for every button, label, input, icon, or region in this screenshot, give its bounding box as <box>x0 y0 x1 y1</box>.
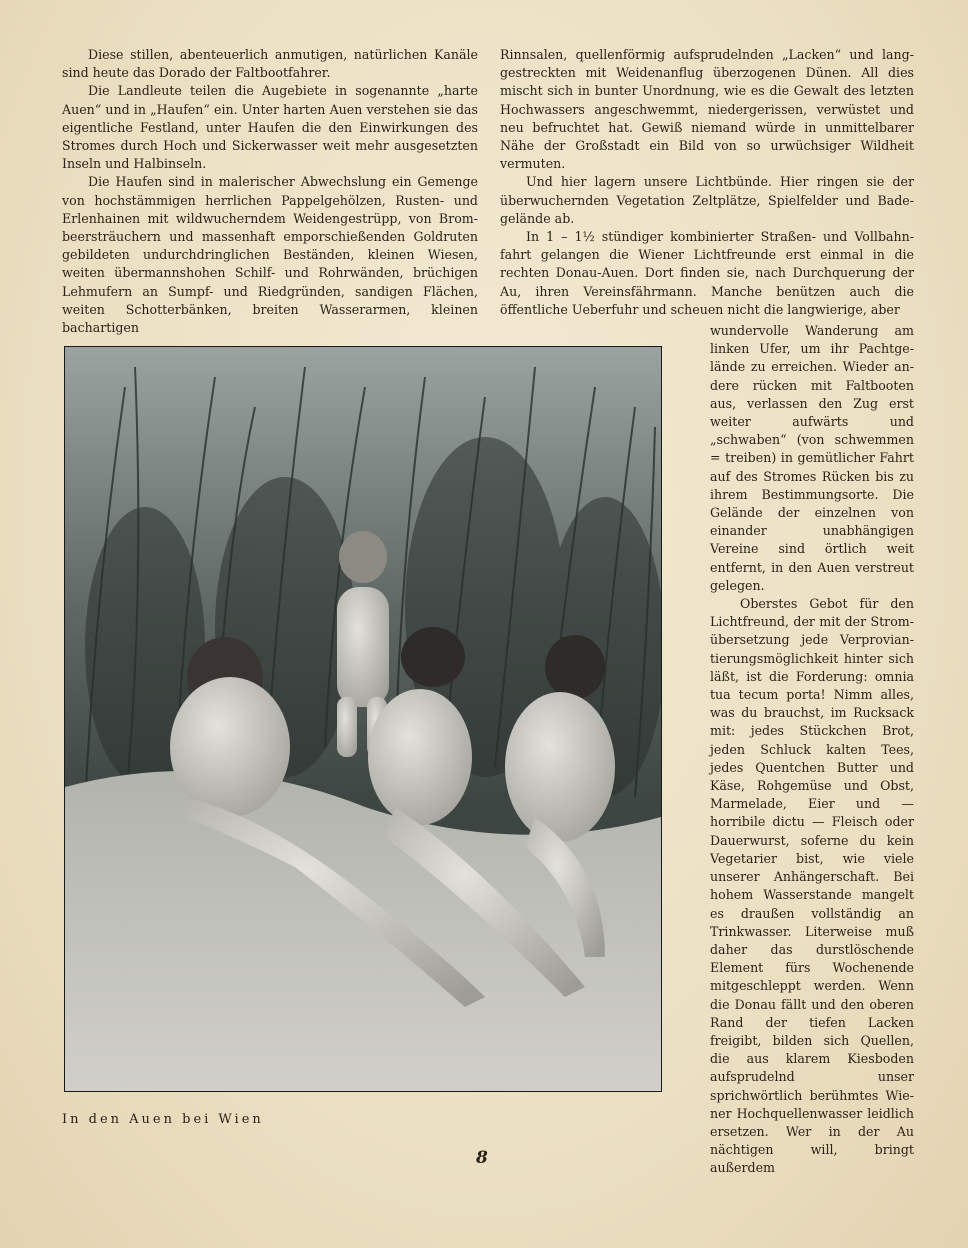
photograph <box>64 346 662 1092</box>
left-text-column <box>62 46 478 337</box>
photo-caption: In den Auen bei Wien <box>62 1112 264 1127</box>
paragraph: Und hier lagern unsere Lichtbünde. Hier ringen sie der überwuchernden Vegetation Zeltplätze, Spielfelder und Badegelände ab. <box>500 174 914 226</box>
paragraph: In 1 – 1½ stündiger kombinierter Straßen- und Vollbahnfahrt gelangen die Wiener Lichtfreunde erst einmal in die rechten Donau-Auen. Dort finden sie, nach Durchquerung der Au, ihren Vereinsfährmann. Manche benützen auch die öffentliche Ueberfuhr und scheuen nicht die langwierige, aber <box>500 229 914 317</box>
paragraph: Oberstes Gebot für den Lichtfreund, der mit der Stromübersetzung jede Verproviantierungsmöglichkeit hinter sich läßt, ist die Forderung: omnia tua tecum porta! Nimm alles, was du brauchst, im Rucksack mit: jedes Stückchen Brot, jeden Schluck kalten Tees, jedes Quentchen Butter und Käse, Rohgemüse und Obst, Marmelade, Eier und — horribile dictu — Fleisch oder Dauerwurst, soferne du kein Vegetarier bist, wie viele unserer Anhängerschaft. Bei hohem Wasserstande mangelt es draußen vollständig an Trinkwasser. Literweise muß daher das durstlöschende Element fürs Wochenende mitgeschleppt werden. Wenn die Donau fällt und den oberen Rand der tiefen Lacken freigibt, bilden sich Quellen, die aus klarem Kiesboden aufsprudelnd unser sprichwörtlich berühmtes Wiener Hochquellenwasser leidlich ersetzen. Wer in der Au nächtigen will, bringt außerdem <box>710 596 914 1176</box>
paragraph: Die Haufen sind in malerischer Abwechslung ein Gemenge von hochstämmigen herrlichen Pappelgehölzen, Rusten- und Erlenhainen mit wildwucherndem Weidengestrüpp, von Brombeersträuchern und massenhaft emporschießenden Goldruten gebildeten undurchdringlichen Beständen, kleinen Wiesen, weiten übermannshohen Schilf- und Rohrwänden, brüchigen Lehmufern an Sumpf- und Riedgründen, sandigen Flächen, weiten Schotterbänken, breiten Wasserarmen, kleinen bachartigen <box>62 174 478 336</box>
paragraph: Die Landleute teilen die Augebiete in sogenannte „harte Auen“ und in „Haufen“ ein. Unter harten Auen verstehen sie das eigentliche Festland, unter Haufen die den Einwirkungen des Stromes durch Hoch und Sickerwasser weit mehr ausgesetzten Inseln und Halbinseln. <box>62 83 478 172</box>
photograph-illustration <box>65 347 661 1091</box>
paragraph: Rinnsalen, quellenförmig aufsprudelnden „Lacken“ und langgestreckten mit Weidenanflug überzogenen Dünen. All dies mischt sich in bunter Unordnung, wie es die Gewalt des letzten Hochwassers angeschwemmt, niedergerissen, verwüstet und neu befruchtet hat. Gewiß niemand würde in unmittelbarer Nähe der Großstadt ein Bild von so urwüchsiger Wildheit vermuten. <box>500 47 914 172</box>
page-number: 8 <box>476 1148 488 1168</box>
right-text-column-top <box>500 46 914 319</box>
right-text-column-narrow <box>710 322 914 1178</box>
paragraph: wundervolle Wanderung am linken Ufer, um ihr Pachtgelände zu erreichen. Wieder andere rücken mit Faltbooten aus, verlassen den Zug erst weiter aufwärts und „schwaben“ (von schwemmen = treiben) in gemütlicher Fahrt auf des Stromes Rücken bis zu ihrem Bestimmungsorte. Die Gelände der einzelnen von einander unabhängigen Vereine sind örtlich weit entfernt, in den Auen verstreut gelegen. <box>710 323 914 593</box>
paragraph: Diese stillen, abenteuerlich anmutigen, natürlichen Kanäle sind heute das Dorado der Faltbootfahrer. <box>62 47 478 81</box>
